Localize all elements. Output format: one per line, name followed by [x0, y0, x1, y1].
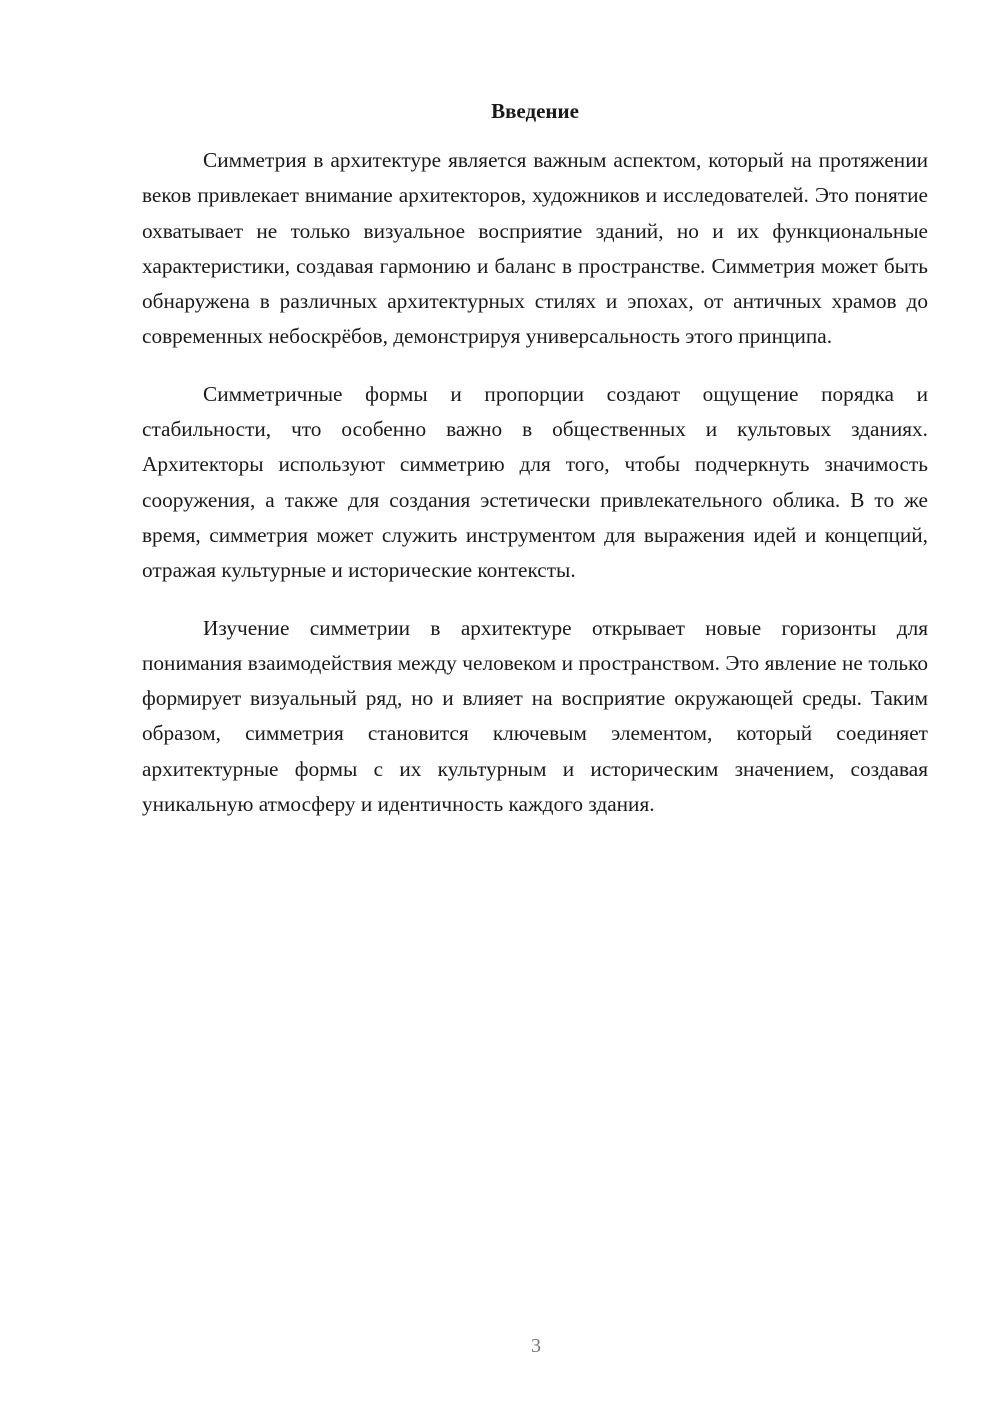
- page-number: 3: [531, 1335, 541, 1357]
- paragraph-1: Симметрия в архитектуре является важным аспектом, который на протяжении веков привлекает внимание архитекторов, художников и исследователей. Это понятие охватывает не только визуальное восприятие зданий, но и их функциональные характеристики, создавая гармонию и баланс в пространстве. Симметрия может быть обнаружена в различных архитектурных стилях и эпохах, от античных храмов до современных небоскрёбов, демонстрируя универсальность этого принципа.: [142, 148, 928, 349]
- body-text: [142, 143, 928, 844]
- paragraph-2: Симметричные формы и пропорции создают ощущение порядка и стабильности, что особенно важно в общественных и культовых зданиях. Архитекторы используют симметрию для того, чтобы подчеркнуть значимость сооружения, а также для создания эстетически привлекательного облика. В то же время, симметрия может служить инструментом для выражения идей и концепций, отражая культурные и исторические контексты.: [142, 381, 928, 583]
- paragraph-3: Изучение симметрии в архитектуре открывает новые горизонты для понимания взаимодействия между человеком и пространством. Это явление не только формирует визуальный ряд, но и влияет на восприятие окружающей среды. Таким образом, симметрия становится ключевым элементом, который соединяет архитектурные формы с их культурным и историческим значением, создавая уникальную атмосферу и идентичность каждого здания.: [142, 615, 928, 817]
- section-heading: Введение: [491, 99, 579, 123]
